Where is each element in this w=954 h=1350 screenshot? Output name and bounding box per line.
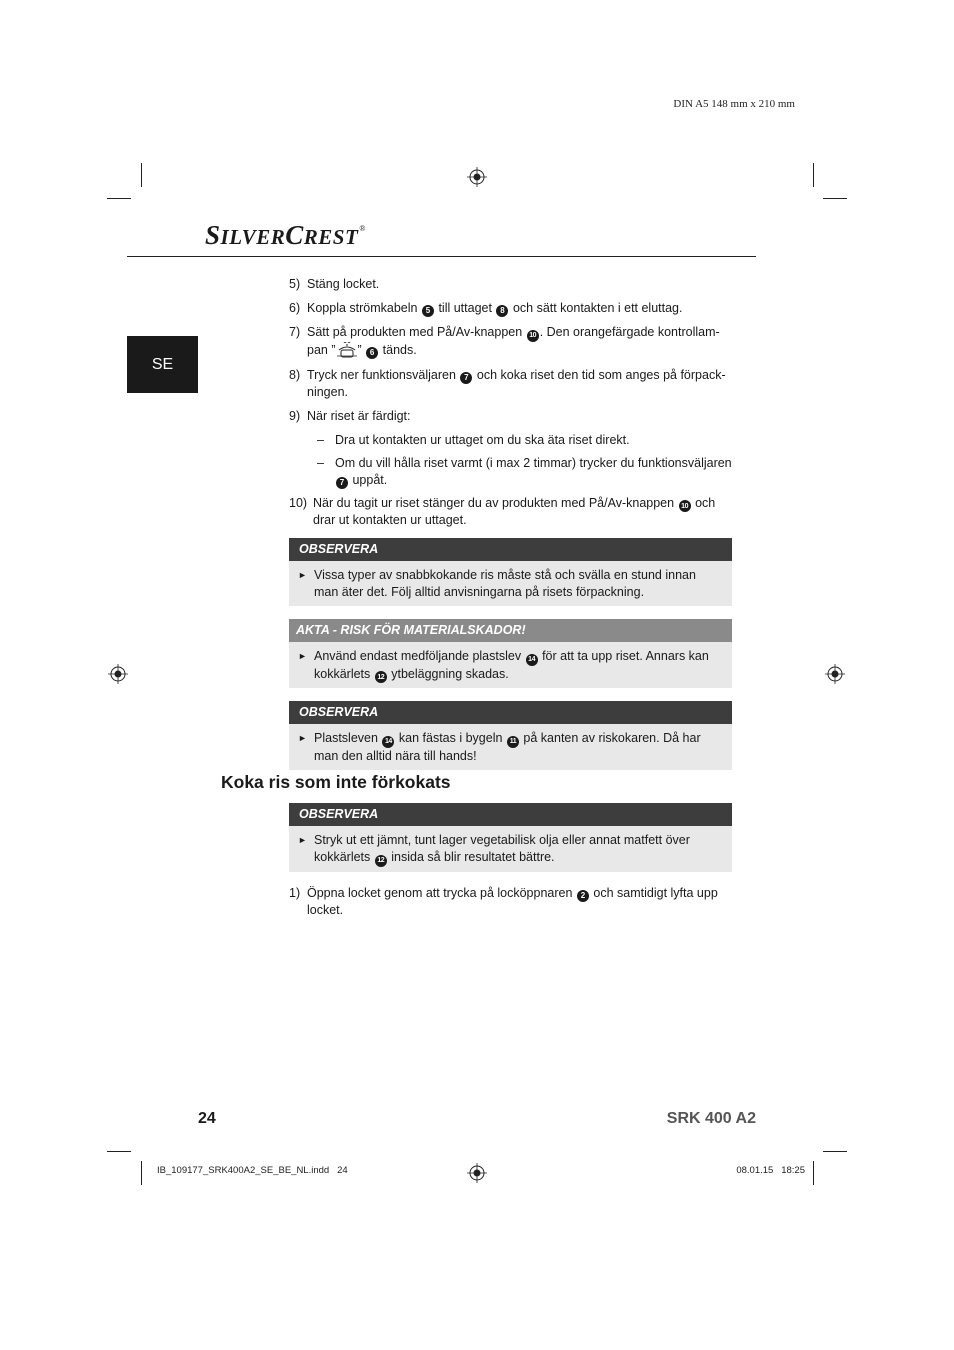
- crop-mark: [141, 1161, 142, 1185]
- header-rule: [127, 256, 756, 257]
- sub-item-text: Om du vill hålla riset varmt (i max 2 timmar) trycker du funktionsväljaren: [335, 455, 732, 470]
- registration-mark-icon: [467, 1163, 487, 1183]
- logo-letter: S: [205, 220, 221, 250]
- warning-box: [289, 619, 732, 688]
- logo-letters: ILVER: [220, 225, 286, 249]
- crop-mark: [813, 1161, 814, 1185]
- note-text: ytbeläggning skadas.: [391, 666, 509, 681]
- note-text: kan fästas i bygeln: [398, 731, 503, 745]
- print-file-info: IB_109177_SRK400A2_SE_BE_NL.indd 24: [157, 1165, 348, 1176]
- note-text: Plastsleven: [314, 731, 378, 745]
- part-reference: 7: [336, 477, 348, 489]
- part-reference: 5: [422, 305, 434, 317]
- language-tab-label: SE: [151, 355, 174, 373]
- note-text: Vissa typer av snabbkokande ris måste stå och svälla en stund innan man äter det. Följ alltid anvisningarna på risets förpackning.: [314, 568, 696, 599]
- part-reference: 14: [526, 654, 538, 666]
- registration-mark-icon: [825, 664, 845, 684]
- step-item: [289, 408, 732, 425]
- step-item: [289, 367, 732, 401]
- note-title: OBSERVERA: [289, 538, 732, 561]
- sub-item-text: Dra ut kontakten ur uttaget om du ska äta riset direkt.: [335, 432, 630, 447]
- part-reference: 11: [507, 736, 519, 748]
- step-number: 1): [289, 885, 301, 900]
- step-text: ”: [357, 342, 362, 357]
- note-body: [289, 561, 732, 606]
- step-item: [289, 276, 732, 293]
- logo-letter: C: [285, 220, 304, 250]
- note-title: OBSERVERA: [289, 803, 732, 826]
- step-item: [289, 495, 732, 530]
- crop-mark: [813, 163, 814, 187]
- crop-mark: [141, 163, 142, 187]
- part-reference: 7: [460, 372, 472, 384]
- arrow-icon: ►: [298, 835, 307, 845]
- dash-bullet: –: [317, 432, 324, 447]
- sub-item: [289, 432, 732, 449]
- note-body: [289, 724, 732, 770]
- part-reference: 6: [366, 347, 378, 359]
- note-text: för att ta upp riset. Annars kan kokkärlets: [314, 649, 709, 681]
- step-text: Tryck ner funktionsväljaren: [307, 367, 456, 382]
- step-number: 7): [289, 325, 301, 339]
- step-text: Öppna locket genom att trycka på locköppnaren: [307, 885, 573, 900]
- step-text: . Den orangefärgade kontrollam-pan ”: [307, 325, 720, 357]
- part-reference: 8: [496, 305, 508, 317]
- crop-mark: [107, 1151, 131, 1152]
- part-reference: 10: [679, 500, 691, 512]
- instructions-list: [289, 803, 732, 926]
- crop-mark: [823, 198, 847, 199]
- step-item: [289, 300, 732, 317]
- part-reference: 12: [375, 855, 387, 867]
- step-text: När du tagit ur riset stänger du av produkten med På/Av-knappen: [313, 495, 675, 510]
- part-reference: 12: [375, 671, 387, 683]
- note-text: Stryk ut ett jämnt, tunt lager vegetabilisk olja eller annat matfett över kokkärlets: [314, 833, 690, 864]
- part-reference: 14: [382, 736, 394, 748]
- model-number: SRK 400 A2: [666, 1110, 756, 1127]
- registration-mark-icon: [467, 167, 487, 187]
- step-item: [289, 324, 732, 360]
- print-date-info: 08.01.15 18:25: [736, 1165, 805, 1176]
- instructions-list: [289, 276, 732, 783]
- print-format-label: DIN A5 148 mm x 210 mm: [673, 98, 795, 110]
- lamp-icon: [336, 342, 358, 360]
- page-number: 24: [198, 1110, 216, 1127]
- warning-title: AKTA - RISK FÖR MATERIALSKADOR!: [289, 619, 732, 642]
- note-box: [289, 803, 732, 872]
- note-title: OBSERVERA: [289, 701, 732, 724]
- step-text: När riset är färdigt:: [307, 408, 411, 423]
- note-text: insida så blir resultatet bättre.: [391, 850, 555, 864]
- step-text: Koppla strömkabeln: [307, 301, 418, 315]
- language-tab: [127, 336, 198, 393]
- step-text: och sätt kontakten i ett eluttag.: [512, 301, 683, 315]
- note-box: [289, 538, 732, 606]
- step-number: 10): [289, 495, 308, 510]
- step-text: tänds.: [382, 342, 417, 357]
- part-reference: 10: [527, 330, 539, 342]
- note-box: [289, 701, 732, 770]
- step-text: och koka riset den tid som anges på förpack-ningen.: [307, 367, 726, 399]
- step-text: Stäng locket.: [307, 277, 380, 291]
- dash-bullet: –: [317, 455, 324, 470]
- brand-logo: [205, 220, 366, 251]
- part-reference: 2: [577, 890, 589, 902]
- step-number: 5): [289, 277, 301, 291]
- sub-item-text: uppåt.: [352, 472, 388, 487]
- crop-mark: [823, 1151, 847, 1152]
- note-body: [289, 826, 732, 872]
- registration-mark-icon: [108, 664, 128, 684]
- sub-item: [289, 455, 732, 489]
- step-item: [289, 885, 732, 919]
- crop-mark: [107, 198, 131, 199]
- arrow-icon: ►: [298, 733, 307, 743]
- step-number: 9): [289, 408, 301, 423]
- arrow-icon: ►: [298, 570, 307, 580]
- note-body: [289, 642, 732, 688]
- registered-mark: ®: [359, 224, 366, 233]
- arrow-icon: ►: [298, 651, 307, 661]
- step-text: och samtidigt lyfta upp locket.: [307, 885, 718, 917]
- step-number: 6): [289, 301, 301, 315]
- note-text: på kanten av riskokaren. Då har man den alltid nära till hands!: [314, 731, 701, 763]
- step-text: Sätt på produkten med På/Av-knappen: [307, 325, 523, 339]
- note-text: Använd endast medföljande plastslev: [314, 649, 522, 663]
- step-text: och drar ut kontakten ur uttaget.: [313, 495, 716, 527]
- step-text: till uttaget: [438, 301, 492, 315]
- logo-letters: REST: [303, 225, 359, 249]
- section-heading: Koka ris som inte förkokats: [221, 772, 451, 792]
- step-number: 8): [289, 367, 301, 382]
